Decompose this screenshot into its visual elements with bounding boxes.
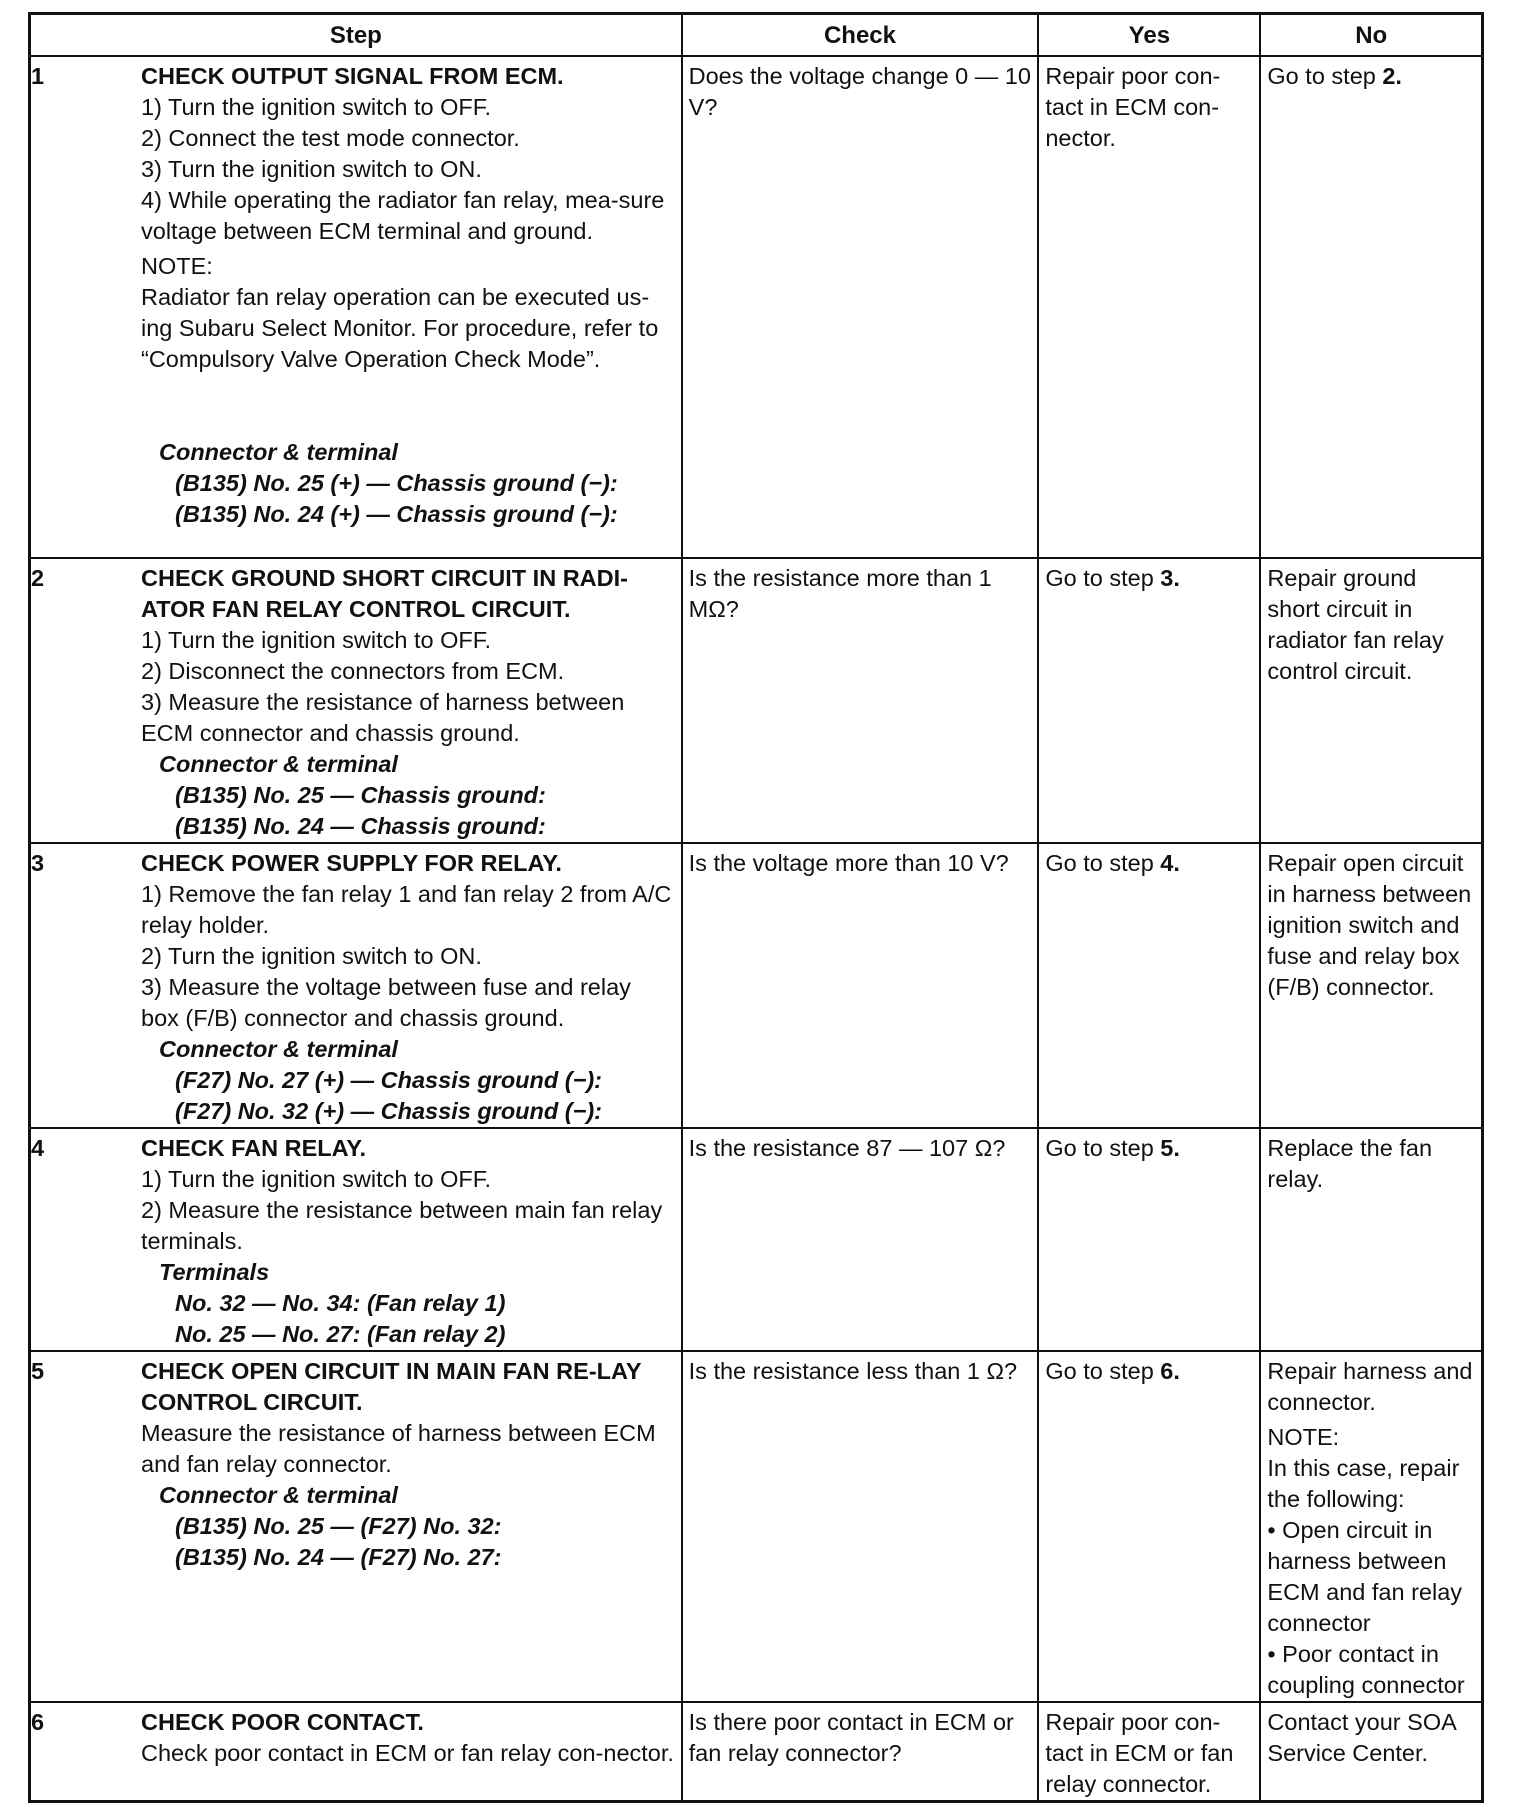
step-number: 5 [31,1358,45,1384]
check-cell: Is the resistance more than 1 MΩ? [682,558,1039,843]
yes-cell [1038,1128,1260,1351]
check-cell: Is the resistance 87 — 107 Ω? [682,1128,1039,1351]
step-line: 2) Turn the ignition switch to ON. [141,943,482,969]
step-line: 3) Turn the ignition switch to ON. [141,156,482,182]
step-line: 2) Disconnect the connectors from ECM. [141,658,565,684]
connector-terminal-label: Connector & terminal [159,751,398,777]
step-number: 6 [31,1709,45,1735]
terminals-label: Terminals [159,1259,270,1285]
header-step: Step [30,14,682,57]
yes-prefix: Go to step [1045,1135,1161,1161]
no-cell: Repair open circuit in harness between ignition switch and fuse and relay box (F/B) connector. [1260,843,1482,1128]
step-number: 2 [31,565,45,591]
check-cell: Does the voltage change 0 — 10 V? [682,56,1039,558]
table-row [30,843,1483,1128]
header-row [30,14,1483,57]
table-row [30,558,1483,843]
connector-terminal-item: (B135) No. 25 — (F27) No. 32: [175,1513,502,1539]
table-row [30,56,1483,558]
connector-terminal-item: (F27) No. 32 (+) — Chassis ground (−): [175,1098,602,1124]
step-cell [30,1351,682,1702]
table-row [30,1351,1483,1702]
step-title: CHECK OUTPUT SIGNAL FROM ECM. [141,63,564,89]
connector-terminal-label: Connector & terminal [159,1036,398,1062]
step-line: 2) Connect the test mode connector. [141,125,520,151]
table-row [30,1128,1483,1351]
yes-step-ref: 6. [1160,1358,1180,1384]
step-title: CHECK POWER SUPPLY FOR RELAY. [141,850,562,876]
yes-cell: Repair poor con-tact in ECM or fan relay connector. [1038,1702,1260,1802]
step-number: 1 [31,63,45,89]
note-bullet: • Poor contact in coupling connector [1267,1641,1465,1698]
no-cell: Replace the fan relay. [1260,1128,1482,1351]
note-text: Radiator fan relay operation can be executed us-ing Subaru Select Monitor. For procedure, refer to “Compulsory Valve Operation Check Mode”. [141,284,659,372]
step-cell [30,1128,682,1351]
header-check: Check [682,14,1039,57]
step-cell [30,1702,682,1802]
step-line: 3) Measure the resistance of harness between ECM connector and chassis ground. [141,689,625,746]
connector-terminal-label: Connector & terminal [159,439,398,465]
step-line: 1) Remove the fan relay 1 and fan relay 2 from A/C relay holder. [141,881,672,938]
check-cell: Is the resistance less than 1 Ω? [682,1351,1039,1702]
step-cell [30,558,682,843]
no-text: Repair harness and connector. [1267,1358,1473,1415]
step-line: Check poor contact in ECM or fan relay con-nector. [141,1740,674,1766]
no-prefix: Go to step [1267,63,1383,89]
step-cell [30,56,682,558]
no-step-ref: 2. [1382,63,1402,89]
step-title: CHECK POOR CONTACT. [141,1709,424,1735]
connector-terminal-item: (B135) No. 24 (+) — Chassis ground (−): [175,501,618,527]
connector-terminal-item: (B135) No. 25 — Chassis ground: [175,782,546,808]
yes-cell [1038,843,1260,1128]
check-cell: Is the voltage more than 10 V? [682,843,1039,1128]
yes-step-ref: 3. [1160,565,1180,591]
connector-terminal-item: (F27) No. 27 (+) — Chassis ground (−): [175,1067,602,1093]
yes-step-ref: 4. [1160,850,1180,876]
note-bullet: • Open circuit in harness between ECM and fan relay connector [1267,1517,1463,1636]
connector-terminal-item: (B135) No. 24 — Chassis ground: [175,813,546,839]
note-label: NOTE: [141,253,213,279]
yes-cell [1038,1351,1260,1702]
yes-cell: Repair poor con-tact in ECM con-nector. [1038,56,1260,558]
step-line: 1) Turn the ignition switch to OFF. [141,1166,492,1192]
no-cell [1260,1351,1482,1702]
yes-prefix: Go to step [1045,1358,1161,1384]
note-text: In this case, repair the following: [1267,1455,1460,1512]
connector-terminal-label: Connector & terminal [159,1482,398,1508]
diagnostic-table [28,12,1484,1803]
header-yes: Yes [1038,14,1260,57]
step-line: Measure the resistance of harness between ECM and fan relay connector. [141,1420,656,1477]
step-title: CHECK GROUND SHORT CIRCUIT IN RADI-ATOR FAN RELAY CONTROL CIRCUIT. [141,565,628,622]
yes-prefix: Go to step [1045,850,1161,876]
step-line: 3) Measure the voltage between fuse and relay box (F/B) connector and chassis ground. [141,974,631,1031]
table-row [30,1702,1483,1802]
connector-terminal-item: (B135) No. 24 — (F27) No. 27: [175,1544,502,1570]
step-cell [30,843,682,1128]
no-cell: Repair ground short circuit in radiator fan relay control circuit. [1260,558,1482,843]
step-line: 2) Measure the resistance between main fan relay terminals. [141,1197,663,1254]
yes-step-ref: 5. [1160,1135,1180,1161]
note-label: NOTE: [1267,1424,1340,1450]
step-number: 3 [31,850,45,876]
step-title: CHECK OPEN CIRCUIT IN MAIN FAN RE-LAY CONTROL CIRCUIT. [141,1358,642,1415]
no-cell: Contact your SOA Service Center. [1260,1702,1482,1802]
terminal-item: No. 32 — No. 34: (Fan relay 1) [175,1290,506,1316]
step-number: 4 [31,1135,45,1161]
check-cell: Is there poor contact in ECM or fan relay connector? [682,1702,1039,1802]
step-line: 1) Turn the ignition switch to OFF. [141,627,492,653]
connector-terminal-item: (B135) No. 25 (+) — Chassis ground (−): [175,470,618,496]
no-cell [1260,56,1482,558]
step-title: CHECK FAN RELAY. [141,1135,367,1161]
header-no: No [1260,14,1482,57]
step-line: 4) While operating the radiator fan relay, mea-sure voltage between ECM terminal and ground. [141,187,665,244]
terminal-item: No. 25 — No. 27: (Fan relay 2) [175,1321,506,1347]
step-line: 1) Turn the ignition switch to OFF. [141,94,492,120]
yes-prefix: Go to step [1045,565,1161,591]
yes-cell [1038,558,1260,843]
